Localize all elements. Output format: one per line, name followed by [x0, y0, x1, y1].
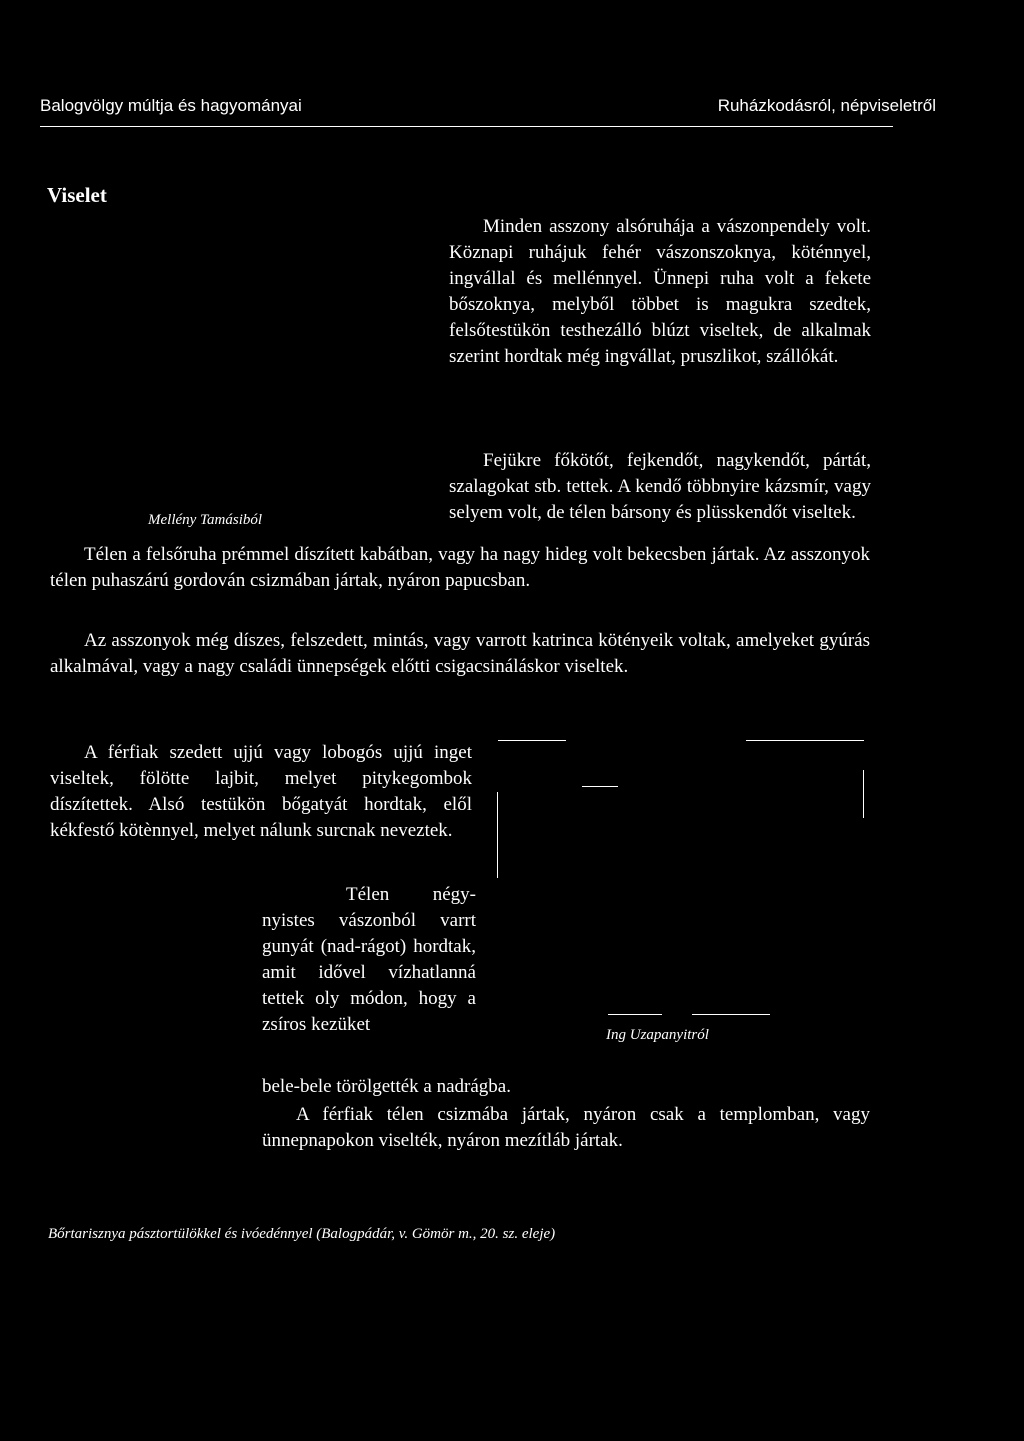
illustration-line: [863, 770, 864, 818]
paragraph-winter-women: Télen a felsőruha prémmel díszített kabátban, vagy ha nagy hideg volt bekecsben jártak. Az asszonyok télen puhaszárú gordován csizmában jártak, nyáron papucsban.: [50, 544, 870, 591]
caption-ing: Ing Uzapanyitról: [606, 1027, 709, 1043]
paragraph-aprons: Az asszonyok még díszes, felszedett, mintás, vagy varrott katrinca kötényeik voltak, amelyeket gyúrás alkalmával, vagy a nagy családi ünnepségek előtti csigacsináláskor viseltek.: [50, 630, 870, 677]
illustration-line: [497, 792, 498, 878]
header-chapter-title: Ruházkodásról, népviseletről: [717, 96, 936, 115]
section-title: Viselet: [47, 183, 107, 207]
paragraph-headwear: Fejükre főkötőt, fejkendőt, nagykendőt, pártát, szalagokat stb. tettek. A kendő többnyire kázsmír, vagy selyem volt, de télen bársony és plüsskendőt viseltek.: [449, 450, 871, 523]
caption-bortarisznya: Bőrtarisznya pásztortülökkel és ivóedénnyel (Balogpádár, v. Gömör m., 20. sz. eleje): [48, 1226, 556, 1242]
paragraph-trousers: Télen négy-nyistes vászonból varrt gunyát (nad-rágot) hordtak, amit idővel vízhatlanná tettek oly módon, hogy a zsíros kezüket: [262, 884, 476, 1035]
caption-mellény: Mellény Tamásiból: [148, 512, 263, 528]
paragraph-mens-clothing: A férfiak szedett ujjú vagy lobogós ujjú inget viseltek, fölötte lajbit, melyet pitykegombok díszítettek. Alsó testükön bőgatyát hordtak, elől kékfestő kötènnyel, melyet nálunk surcnak neveztek.: [50, 742, 472, 841]
illustration-line: [608, 1014, 662, 1015]
illustration-line: [498, 740, 566, 741]
header-book-title: Balogvölgy múltja és hagyományai: [40, 96, 302, 115]
paragraph-womens-clothing: Minden asszony alsóruhája a vászonpendely volt. Köznapi ruhájuk fehér vászonszoknya, köténnyel, ingvállal és mellénnyel. Ünnepi ruha volt a fekete bőszoknya, melyből többet is magukra szedtek, felsőtestükön testhezálló blúzt viseltek, de alkalmak szerint hordtak még ingvállat, pruszlikot, szállókát.: [449, 216, 871, 367]
illustration-line: [746, 740, 864, 741]
illustration-line: [692, 1014, 770, 1015]
paragraph-trousers-end: bele-bele törölgették a nadrágba.: [262, 1076, 511, 1097]
paragraph-boots: A férfiak télen csizmába jártak, nyáron csak a templomban, vagy ünnepnapokon viselték, nyáron mezítláb jártak.: [262, 1104, 870, 1151]
illustration-line: [582, 786, 618, 787]
header-rule: [40, 126, 893, 127]
